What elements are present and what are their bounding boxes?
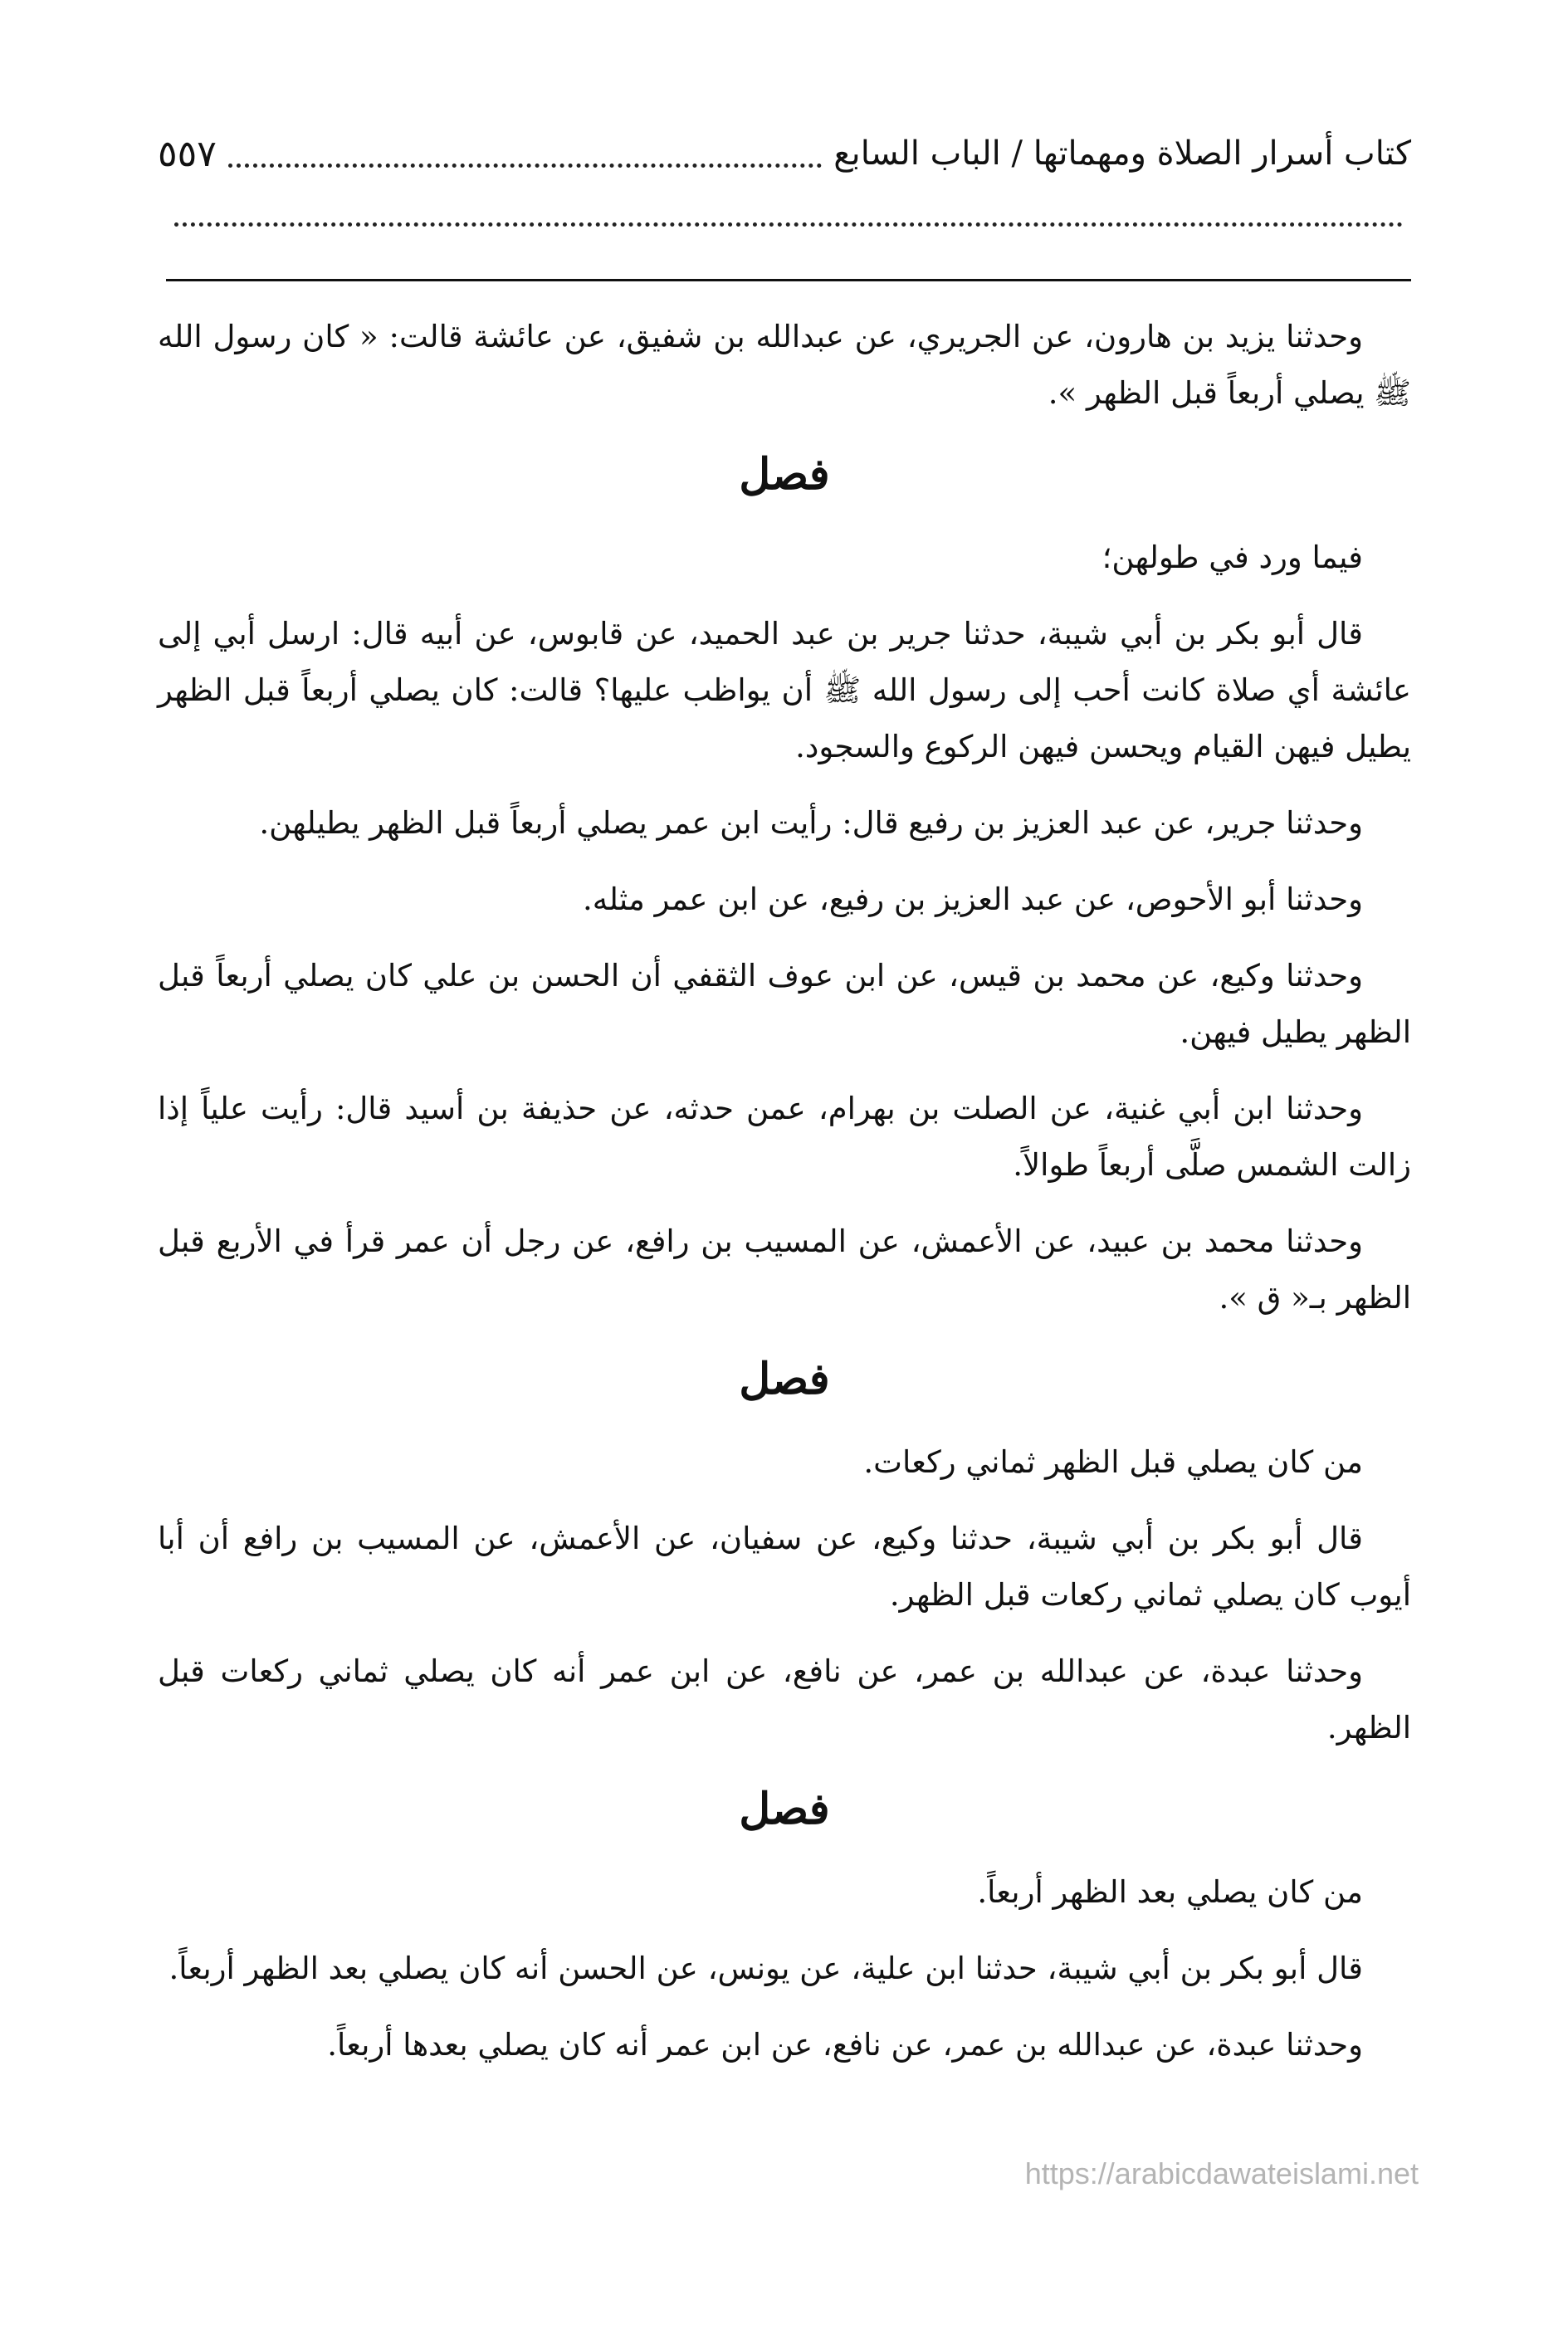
body-paragraph: وحدثنا وكيع، عن محمد بن قيس، عن ابن عوف الثقفي أن الحسن بن علي كان يصلي أربعاً قبل الظهر يطيل فيهن.	[158, 958, 1411, 1050]
section-heading: فصل	[739, 1784, 830, 1834]
body-paragraph: وحدثنا جرير، عن عبد العزيز بن رفيع قال: رأيت ابن عمر يصلي أربعاً قبل الظهر يطيلهن.	[259, 805, 1363, 841]
body-paragraph: وحدثنا يزيد بن هارون، عن الجريري، عن عبدالله بن شفيق، عن عائشة قالت: « كان رسول الله ﷺ يصلي أربعاً قبل الظهر ».	[158, 319, 1411, 411]
page-number: ٥٥٧	[158, 132, 217, 175]
header-dot-leader	[228, 164, 822, 168]
running-header	[158, 125, 1411, 183]
body-paragraph: قال أبو بكر بن أبي شيبة، حدثنا جرير بن عبد الحميد، عن قابوس، عن أبيه قال: ارسل أبي إلى عائشة أي صلاة كانت أحب إلى رسول الله ﷺ أن يواظب عليها؟ قالت: كان يصلي أربعاً قبل الظهر يطيل فيهن القيام ويحسن فيهن الركوع والسجود.	[158, 616, 1411, 764]
header-dotted-line	[174, 222, 1403, 227]
body-paragraph: وحدثنا أبو الأحوص، عن عبد العزيز بن رفيع، عن ابن عمر مثله.	[583, 881, 1363, 917]
header-rule	[166, 279, 1411, 281]
body-paragraph: وحدثنا محمد بن عبيد، عن الأعمش، عن المسيب بن رافع، عن رجل أن عمر قرأ في الأربع قبل الظهر بـ« ق ».	[158, 1223, 1411, 1316]
body-paragraph: فيما ورد في طولهن؛	[1102, 540, 1363, 575]
section-heading: فصل	[739, 449, 830, 500]
page-body	[158, 309, 1411, 2093]
running-header-title: كتاب أسرار الصلاة ومهماتها / الباب السابع	[833, 134, 1411, 173]
body-paragraph: قال أبو بكر بن أبي شيبة، حدثنا ابن علية، عن يونس، عن الحسن أنه كان يصلي بعد الظهر أربعاً.	[169, 1951, 1363, 1986]
body-paragraph: قال أبو بكر بن أبي شيبة، حدثنا وكيع، عن سفيان، عن الأعمش، عن المسيب بن رافع أن أبا أيوب كان يصلي ثماني ركعات قبل الظهر.	[158, 1521, 1411, 1613]
section-heading: فصل	[739, 1354, 830, 1404]
body-paragraph: وحدثنا ابن أبي غنية، عن الصلت بن بهرام، عمن حدثه، عن حذيفة بن أسيد قال: رأيت علياً إذا زالت الشمس صلَّى أربعاً طوالاً.	[158, 1091, 1411, 1183]
watermark-url: https://arabicdawateislami.net	[1024, 2156, 1419, 2190]
body-paragraph: من كان يصلي بعد الظهر أربعاً.	[977, 1874, 1363, 1910]
body-paragraph: وحدثنا عبدة، عن عبدالله بن عمر، عن نافع، عن ابن عمر أنه كان يصلي بعدها أربعاً.	[327, 2027, 1363, 2063]
body-paragraph: وحدثنا عبدة، عن عبدالله بن عمر، عن نافع، عن ابن عمر أنه كان يصلي ثماني ركعات قبل الظهر.	[158, 1653, 1411, 1746]
body-paragraph: من كان يصلي قبل الظهر ثماني ركعات.	[863, 1444, 1363, 1480]
